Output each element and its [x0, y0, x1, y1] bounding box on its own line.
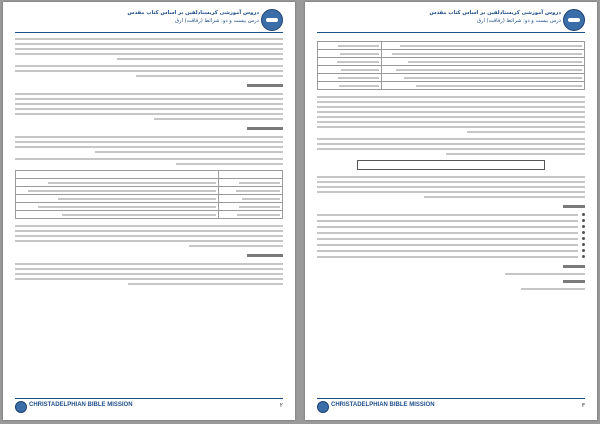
table-cell	[382, 74, 585, 82]
paragraph	[317, 176, 585, 198]
notes-list	[317, 213, 585, 258]
table-cell	[318, 74, 382, 82]
table-header-cell	[16, 171, 219, 179]
paragraph	[15, 38, 283, 60]
table-cell	[318, 58, 382, 66]
table-row	[318, 66, 585, 74]
section-heading	[15, 252, 283, 260]
table-row	[318, 82, 585, 90]
page-left-body	[15, 38, 283, 390]
table-cell	[382, 66, 585, 74]
notes-heading	[317, 203, 585, 211]
table-cell	[318, 66, 382, 74]
table-cell	[382, 82, 585, 90]
page-footer	[15, 398, 283, 412]
header-title: دروس آموزشی کریستادلفین بر اساس کتاب مقدس	[429, 10, 561, 16]
table-cell	[218, 203, 282, 211]
page-number: ۲	[279, 402, 283, 409]
mission-logo-icon	[563, 9, 585, 31]
list-item	[317, 237, 585, 240]
subheading	[317, 278, 585, 286]
paragraph	[15, 136, 283, 153]
table-cell	[218, 179, 282, 187]
table-cell	[16, 211, 219, 219]
list-item	[317, 255, 585, 258]
table-row	[16, 203, 283, 211]
table-cell	[218, 187, 282, 195]
header-subtitle: درس بیست و دو: شرائط (رفاقت) ارق	[174, 18, 259, 24]
header-title: دروس آموزشی کریستادلفین بر اساس کتاب مقدس	[127, 10, 259, 16]
table-row	[318, 74, 585, 82]
paragraph	[15, 263, 283, 285]
table-header-row	[16, 171, 283, 179]
footer-divider	[15, 398, 283, 399]
table-cell	[16, 203, 219, 211]
table-cell	[382, 42, 585, 50]
table-cell	[218, 195, 282, 203]
list-item	[317, 249, 585, 252]
table-cell	[16, 195, 219, 203]
table-row	[318, 50, 585, 58]
page-left	[3, 2, 295, 420]
header-subtitle: درس بیست و دو: شرائط (رفاقت) ارق	[476, 18, 561, 24]
table-row	[318, 42, 585, 50]
table-row	[16, 187, 283, 195]
section-heading	[15, 82, 283, 90]
page-right	[305, 2, 597, 420]
table-row	[16, 211, 283, 219]
table-cell	[382, 58, 585, 66]
verse-table	[15, 170, 283, 219]
list-item	[317, 213, 585, 216]
reference-line	[505, 273, 585, 275]
table-row	[318, 58, 585, 66]
subheading	[317, 263, 585, 271]
table-row	[16, 195, 283, 203]
table-row	[16, 179, 283, 187]
table-header-cell	[218, 171, 282, 179]
page-footer	[317, 398, 585, 412]
table-cell	[318, 50, 382, 58]
list-item	[317, 219, 585, 222]
table-cell	[318, 42, 382, 50]
boxed-verse	[357, 160, 545, 170]
page-right-body	[317, 38, 585, 390]
table-cell	[16, 187, 219, 195]
list-item	[317, 231, 585, 234]
header-divider	[15, 32, 283, 33]
paragraph	[15, 225, 283, 247]
paragraph	[15, 65, 283, 77]
section-heading	[15, 125, 283, 133]
table-cell	[218, 211, 282, 219]
paragraph	[317, 96, 585, 133]
mission-logo-icon	[261, 9, 283, 31]
footer-divider	[317, 398, 585, 399]
list-item	[317, 243, 585, 246]
page-header	[317, 8, 585, 30]
footer-org-name: CHRISTADELPHIAN BIBLE MISSION	[29, 402, 133, 408]
page-header	[15, 8, 283, 30]
mission-logo-icon	[317, 401, 329, 413]
mission-logo-icon	[15, 401, 27, 413]
table-cell	[16, 179, 219, 187]
list-item	[317, 225, 585, 228]
paragraph	[15, 93, 283, 120]
table-cell	[318, 82, 382, 90]
footer-org-name: CHRISTADELPHIAN BIBLE MISSION	[331, 402, 435, 408]
paragraph	[15, 158, 283, 165]
verse-table	[317, 41, 585, 90]
paragraph	[317, 138, 585, 155]
header-divider	[317, 32, 585, 33]
page-number: ۳	[581, 402, 585, 409]
table-cell	[382, 50, 585, 58]
reference-line	[521, 288, 585, 290]
